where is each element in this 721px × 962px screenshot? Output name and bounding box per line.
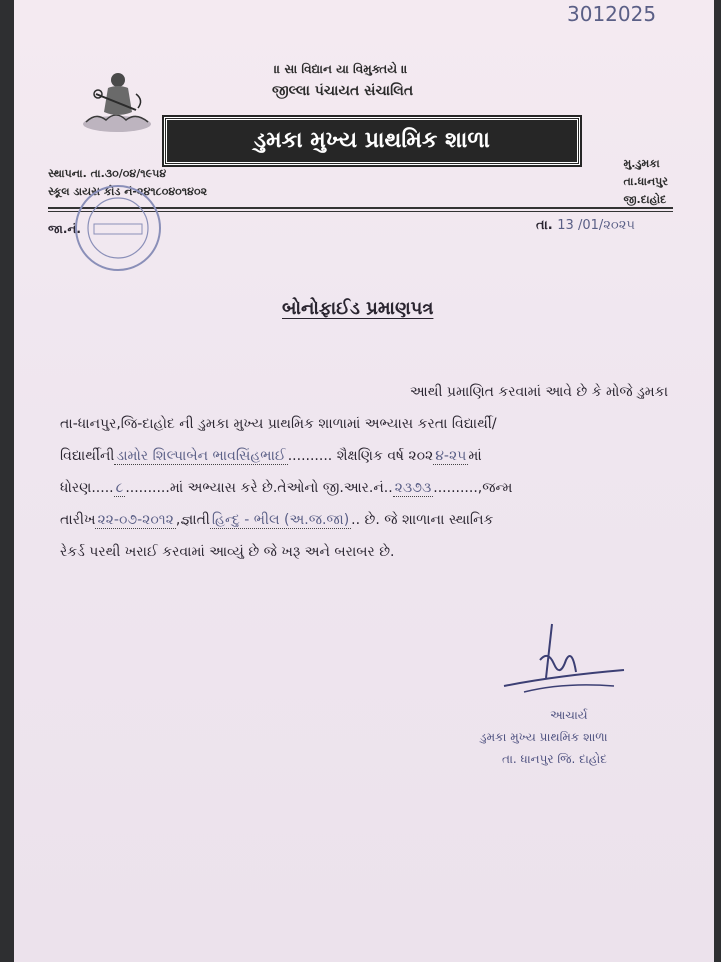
certificate-body: [60, 376, 668, 568]
student-name: ડામોર શિલ્પાબેન ભાવસિંહભાઈ: [116, 448, 286, 464]
school-motto: ॥ સા વિદ્યાન યા વિમુક્તયે ॥: [274, 62, 408, 76]
studying-text: માં અભ્યાસ કરે છે.તેઓનો જી.આર.નં: [169, 480, 384, 496]
principal-signature-icon: [484, 620, 634, 710]
district-name: જી.દાહોદ: [623, 193, 667, 206]
principal-sign-block: [480, 704, 608, 770]
school-address: [624, 155, 668, 209]
date-label: તા.: [536, 218, 553, 233]
standard-label: ધોરણ: [60, 480, 92, 496]
school-seal-icon: [72, 182, 164, 274]
village-name: મુ.ડુમકા: [623, 157, 660, 170]
student-prefix: વિદ્યાર્થીની: [60, 448, 115, 464]
body-line-3: વિદ્યાર્થીની ડામોર શિલ્પાબેન ભાવસિંહભાઈ .......... શૈક્ષણિક વર્ષ ૨૦૨ ૪-૨૫ માં: [60, 448, 482, 464]
body-line-6: રેકર્ડ પરથી ખરાઈ કરવામાં આવ્યું છે જે ખરૂ અને બરાબર છે.: [60, 544, 395, 560]
academic-year-value: ૪-૨૫: [435, 448, 467, 464]
body-line-2: તા-ધાનપુર,જિ-દાહોદ ની ડુમકા મુખ્ય પ્રાથમિક શાળામાં અભ્યાસ કરતા વિદ્યાર્થી/: [60, 416, 497, 432]
school-code: સ્કૂલ ડાયસ કોડ નં-૨૪૧૮૦૪૦૧૪૦૨: [48, 185, 208, 198]
academic-year-prefix: ૨૦૨: [408, 448, 434, 464]
body-line-5: તારીખ ૨૨-૦૭-૨૦૧૨ ,જ્ઞાતી હિન્દુ - ભીલ (અ.જ.જા) .. છે. જે શાળાના સ્થાનિક: [60, 512, 494, 528]
standard-value: ૮: [115, 480, 124, 496]
caste-label: જ્ઞાતી: [180, 512, 210, 528]
line5-suffix: છે. જે શાળાના સ્થાનિક: [364, 512, 494, 528]
date-value: 13 /01/૨૦૨૫: [557, 218, 635, 233]
dob-label: તારીખ: [60, 512, 96, 528]
established-date: સ્થાપના. તા.૩૦/૦૪/૧૯૫૪: [48, 167, 167, 180]
issue-date: [536, 218, 635, 233]
principal-title: આચાર્ય: [550, 708, 588, 722]
certificate-paper: [14, 0, 714, 962]
body-line-4: ધોરણ..... ૮ ..........માં અભ્યાસ કરે છે.તેઓનો જી.આર.નં.. ૨૩૭૩ ..........,જન્મ: [60, 480, 513, 496]
body-line-1: આથી પ્રમાણિત કરવામાં આવે છે કે મોજે ડુમકા: [409, 384, 668, 400]
dob-value: ૨૨-૦૭-૨૦૧૨: [97, 512, 174, 528]
certificate-title: બોનોફાઈડ પ્રમાણપત્ર: [282, 298, 434, 319]
gr-number: ૨૩૭૩: [394, 480, 432, 496]
principal-school-name: ડુમકા મુખ્ય પ્રાથમિક શાળા: [480, 730, 608, 744]
academic-year-suffix: માં: [468, 448, 482, 464]
school-name-banner: ડુમકા મુખ્ય પ્રાથમિક શાળા: [164, 117, 580, 165]
document-number: 3012025: [567, 2, 657, 26]
managed-by-label: જીલ્લા પંચાયત સંચાલિત: [272, 83, 414, 99]
principal-location: તા. ધાનપુર જિ. દાહોદ: [502, 752, 607, 766]
outward-number-label: જા.નં.: [48, 222, 81, 236]
academic-year-label: શૈક્ષણિક વર્ષ: [336, 448, 404, 464]
birth-label: જન્મ: [482, 480, 513, 496]
caste-value: હિન્દુ - ભીલ (અ.જ.જા): [211, 512, 350, 528]
taluka-name: તા.ધાનપુર: [623, 175, 668, 188]
saraswati-emblem-icon: [76, 64, 158, 136]
